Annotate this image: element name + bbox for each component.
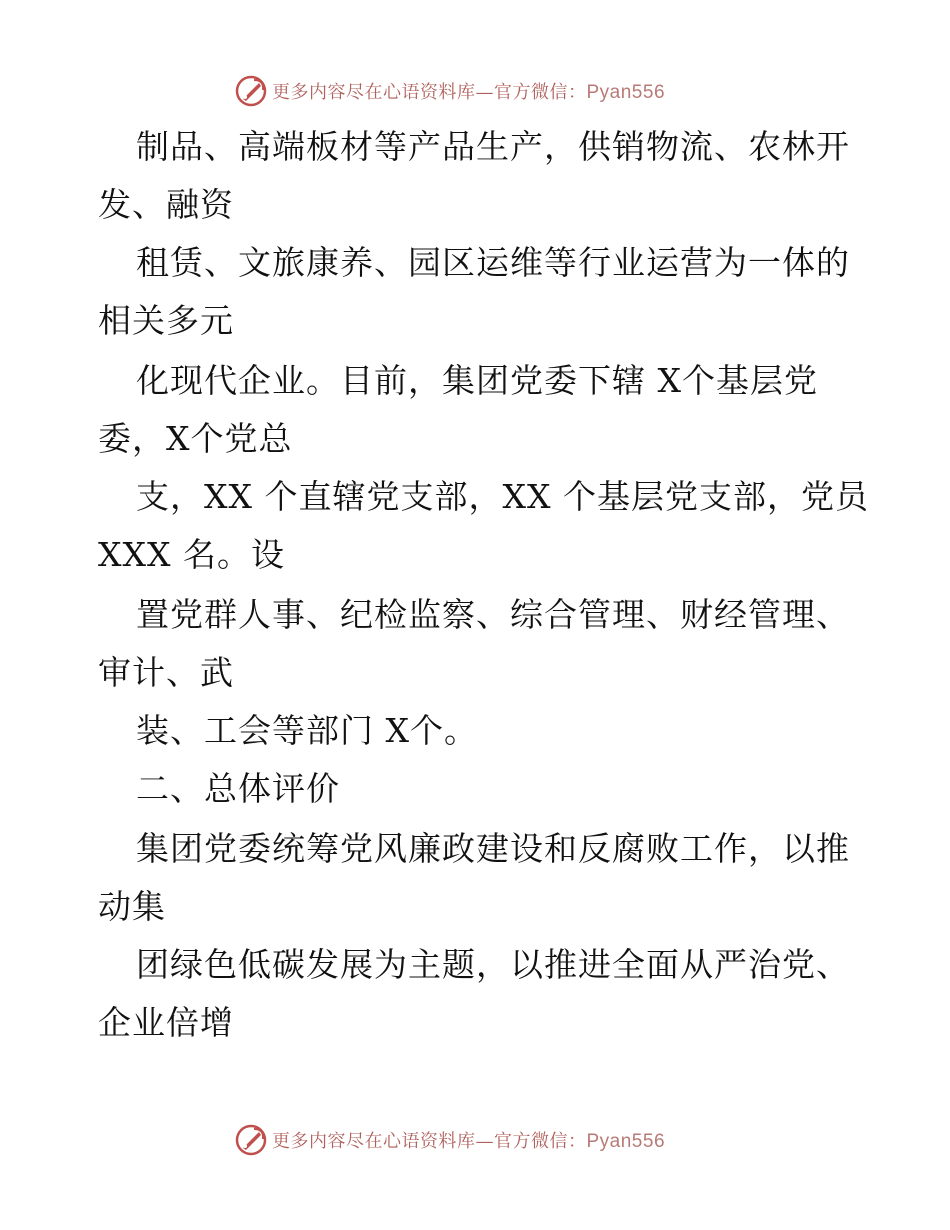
quill-logo-icon [234,74,268,108]
watermark-account: Pyan556 [586,1131,666,1152]
quill-logo-icon [234,1123,268,1157]
text-line: 租赁、文旅康养、园区运维等行业运营为一体的 [136,243,850,282]
text-line: 企业倍增 [98,1003,234,1042]
watermark-footer [234,1122,665,1158]
text-line: 动集 [98,887,166,926]
text-line: 发、融资 [98,185,234,224]
text-line: 化现代企业。目前，集团党委下辖 X个基层党 [136,361,818,400]
watermark-text: 更多内容尽在心语资料库—官方微信： [272,82,587,103]
section-heading: 二、总体评价 [136,769,340,808]
text-line: 置党群人事、纪检监察、综合管理、财经管理、 [136,595,850,634]
text-line: 审计、武 [98,653,234,692]
watermark-text: 更多内容尽在心语资料库—官方微信： [272,1131,587,1152]
text-line: 集团党委统筹党风廉政建设和反腐败工作，以推 [136,829,850,868]
text-line: 相关多元 [98,301,234,340]
text-line: 制品、高端板材等产品生产，供销物流、农林开 [136,127,850,166]
watermark-header [234,73,665,109]
text-line: 委，X个党总 [98,419,293,458]
watermark-account: Pyan556 [586,82,666,103]
text-line: 支，XX 个直辖党支部，XX 个基层党支部，党员 [136,477,869,516]
text-line: 团绿色低碳发展为主题，以推进全面从严治党、 [136,945,850,984]
text-line: XXX 名。设 [98,535,285,574]
text-line: 装、工会等部门 X个。 [136,711,478,750]
